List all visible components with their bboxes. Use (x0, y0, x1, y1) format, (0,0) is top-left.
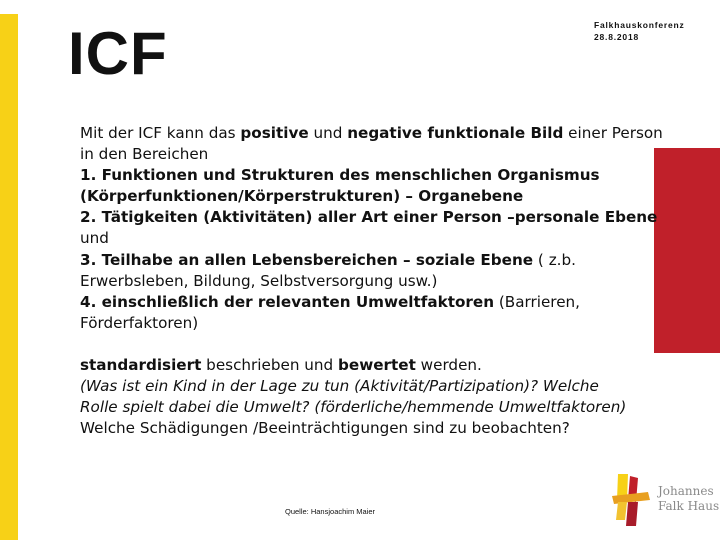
cross-logo-icon (608, 470, 656, 528)
logo-text-line: Falk Haus (658, 499, 720, 513)
body-line (80, 292, 640, 313)
slide-body (80, 123, 663, 439)
text-run: (Barrieren, (494, 292, 581, 311)
body-line: Rolle spielt dabei die Umwelt? (förderliche/hemmende Umweltfaktoren) (80, 398, 627, 417)
text-run: ( z.b. (533, 250, 576, 269)
body-line: Erwerbsleben, Bildung, Selbstversorgung usw.) (80, 271, 438, 290)
conference-name: Falkhauskonferenz (594, 20, 685, 30)
source-note: Quelle: Hansjoachim Maier (285, 507, 376, 516)
body-line (80, 355, 640, 376)
body-line: Förderfaktoren) (80, 313, 199, 332)
text-run-bold: bewertet (338, 355, 416, 374)
paragraph-gap (80, 334, 640, 355)
text-run-bold: 1. Funktionen und Strukturen des menschlichen Organismus (80, 166, 600, 185)
text-run-bold: (Körperfunktionen/Körperstrukturen) – Organebene (80, 187, 524, 206)
text-run-bold: 2. Tätigkeiten (Aktivitäten) aller Art einer Person –personale Ebene (80, 208, 658, 227)
text-run-bold: positive (240, 124, 309, 142)
text-run: und (308, 124, 348, 142)
body-line (80, 186, 640, 207)
text-run-bold: 4. einschließlich der relevanten Umweltfaktoren (80, 292, 495, 311)
text-run: Mit der ICF kann das (80, 124, 241, 142)
text-run: beschrieben und (201, 355, 339, 374)
body-line: und (80, 229, 109, 248)
body-line (80, 207, 658, 228)
logo-text-line: Johannes (658, 484, 714, 498)
text-run-bold: standardisiert (80, 355, 202, 374)
text-run: werden. (415, 355, 482, 374)
body-line: in den Bereichen (80, 145, 209, 164)
body-line: (Was ist ein Kind in der Lage zu tun (Aktivität/Partizipation)? Welche (80, 377, 599, 396)
body-line (80, 250, 640, 271)
conference-info (594, 19, 685, 43)
body-line (80, 123, 663, 144)
logo-text (658, 484, 719, 514)
red-accent-bar (654, 148, 720, 353)
johannes-falk-haus-logo (608, 470, 720, 530)
conference-date: 28.8.2018 (594, 32, 640, 42)
text-run-bold: 3. Teilhabe an allen Lebensbereichen – soziale Ebene (80, 250, 534, 269)
body-line (80, 165, 640, 186)
text-run: einer Person (563, 124, 663, 142)
text-run-bold: negative funktionale Bild (347, 124, 564, 142)
yellow-accent-bar (0, 14, 18, 540)
body-line: Welche Schädigungen /Beeinträchtigungen sind zu beobachten? (80, 419, 570, 438)
slide-title: ICF (68, 20, 168, 87)
